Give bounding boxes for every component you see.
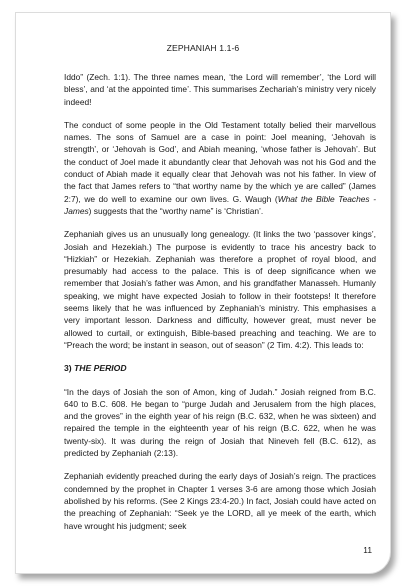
page-body [64,71,376,532]
paragraph: Zephaniah gives us an unusually long genealogy. (It links the two ‘passover kings’, Josiah and Hezekiah.) The purpose is evidently to trace his ancestry back to “Hizkiah” or Hezekiah. Zephaniah was therefore a prophet of royal blood, and presumably had access to the palace. This is of deep significance when we remember that Josiah’s father was Amon, and his grandfather Manasseh. Humanly speaking, we might have expected Josiah to follow in their footsteps! It therefore seems likely that he was influenced by Zephaniah’s ministry. This emphasises a very important lesson. Darkness and difficulty, however great, must never be allowed to curtail, or extinguish, Bible-based preaching and teaching. We are to “Preach the word; be instant in season, out of season” (2 Tim. 4:2). This leads to: [64,229,376,350]
paragraph: Iddo” (Zech. 1:1). The three names mean, ‘the Lord will remember’, ‘the Lord will bless’, and ‘at the appointed time’. This summarises Zechariah’s ministry very nicely indeed! [64,72,376,107]
section-heading [64,362,376,374]
book-title: What the Bible Teaches - James [64,193,376,216]
section-title: THE PERIOD [74,363,127,374]
paragraph [64,119,376,217]
paragraph-text: The conduct of some people in the Old Testament totally belied their marvellous names. The sons of Samuel are a case in point: Joel meaning, ‘Jehovah is strength’, or ‘Jehovah is God’, and Abiah meaning, ‘whose father is Jehovah’. But the conduct of Joel made it abundantly clear that Jehovah was not his God and the conduct of Abiah made it equally clear that Jehovah was not his father. In view of the fact that James refers to “that worthy name by the which ye are called” (James 2:7), we do well to examine our own lives. G. Waugh ( [64,119,376,204]
paragraph-text: ) suggests that the “worthy name” is ‘Christian’. [88,205,264,216]
paragraph: Zephaniah evidently preached during the early days of Josiah’s reign. The practices condemned by the prophet in Chapter 1 verses 3-6 are among those which Josiah abolished by his reforms. (See 2 Kings 23:4-20.) In fact, Josiah could have acted on the preaching of Zephaniah: “Seek ye the LORD, all ye meek of the earth, which have wrought his judgment; seek [64,471,376,531]
book-page [15,12,391,574]
paragraph: “In the days of Josiah the son of Amon, king of Judah.” Josiah reigned from B.C. 640 to B.C. 608. He began to “purge Judah and Jerusalem from the high places, and the groves” in the eighth year of his reign (B.C. 632, when he was sixteen) and repaired the temple in the eighteenth year of his reign (B.C. 622, when he was twenty-six). It was during the reign of Josiah that Nineveh fell (B.C. 612), as predicted by Zephaniah (2:13). [64,386,376,459]
running-header: ZEPHANIAH 1.1-6 [166,43,240,53]
page-number: 11 [363,545,372,555]
section-number: 3) [64,363,72,374]
